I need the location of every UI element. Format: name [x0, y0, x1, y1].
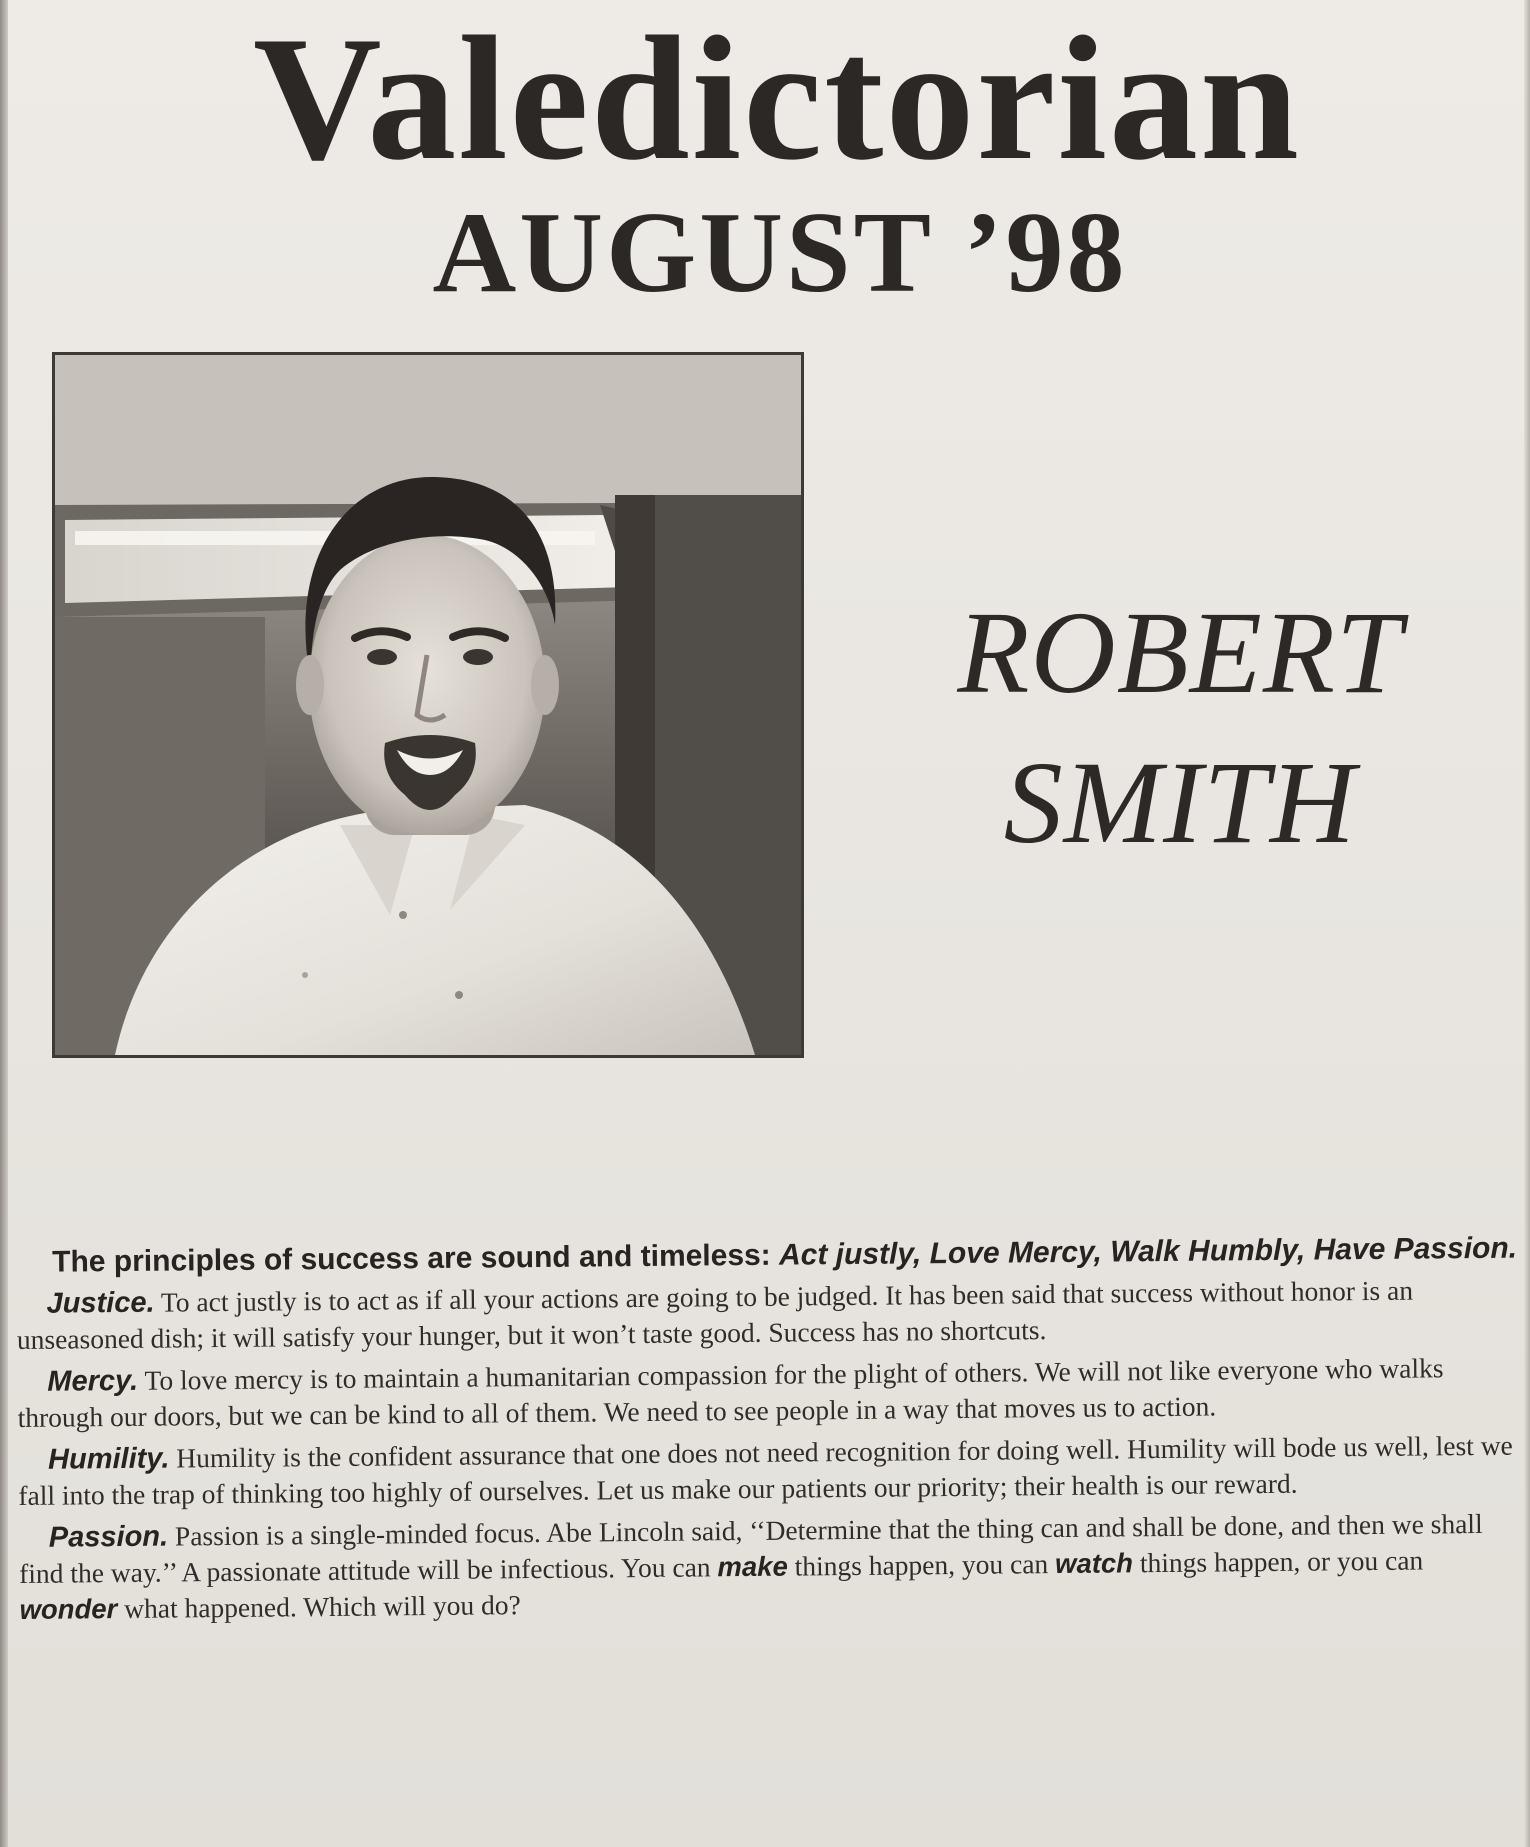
passion-emphasis-make: make [717, 1550, 788, 1583]
justice-heading: Justice. [46, 1286, 155, 1320]
mercy-text: To love mercy is to maintain a humanitarian compassion for the plight of others. We will not like everyone who walks through our doors, but we can be kind to all of them. We need to see people in a way that moves us to action. [17, 1352, 1444, 1433]
page-title: Valedictorian [253, 0, 1301, 197]
intro-principles: Act justly, Love Mercy, Walk Humbly, Have Passion. [778, 1231, 1518, 1272]
honoree-first-name: ROBERT [957, 587, 1403, 718]
portrait-photo [52, 352, 804, 1058]
passion-text-2: things happen, you can [787, 1548, 1056, 1582]
passion-emphasis-watch: watch [1054, 1547, 1134, 1580]
page-subtitle: AUGUST ’98 [432, 189, 1128, 317]
intro-lead: The principles of success are sound and timeless: [52, 1238, 780, 1279]
humility-heading: Humility. [47, 1442, 170, 1476]
passion-heading: Passion. [48, 1520, 169, 1554]
speech-body [16, 1230, 1525, 1634]
humility-text: Humility is the confident assurance that one does not need recognition for doing well. Humility will bode us well, lest we fall into the trap of thinking too highly of ourselves. Let us make our patients our priority; their health is our reward. [18, 1429, 1513, 1511]
paragraph-passion [19, 1506, 1525, 1628]
paragraph-humility [18, 1428, 1524, 1514]
mercy-heading: Mercy. [47, 1364, 139, 1398]
paragraph-mercy [17, 1350, 1523, 1436]
passion-text-3: things happen, or you can [1132, 1544, 1424, 1579]
justice-text: To act justly is to act as if all your actions are going to be judged. It has been said that success without honor is an unseasoned dish; it will satisfy your hunger, but it won’t taste good. Success has no shortcuts. [16, 1274, 1414, 1355]
passion-emphasis-wonder: wonder [19, 1593, 118, 1625]
passion-text-4: what happened. Which will you do? [117, 1589, 521, 1625]
honoree-last-name: SMITH [1003, 737, 1357, 868]
passion-text-1: Passion is a single-minded focus. Abe Lincoln said, ‘‘Determine that the thing can and shall be done, and then we shall find the way.’’ A passionate attitude will be infectious. You can [19, 1507, 1483, 1589]
paragraph-justice [16, 1272, 1522, 1358]
